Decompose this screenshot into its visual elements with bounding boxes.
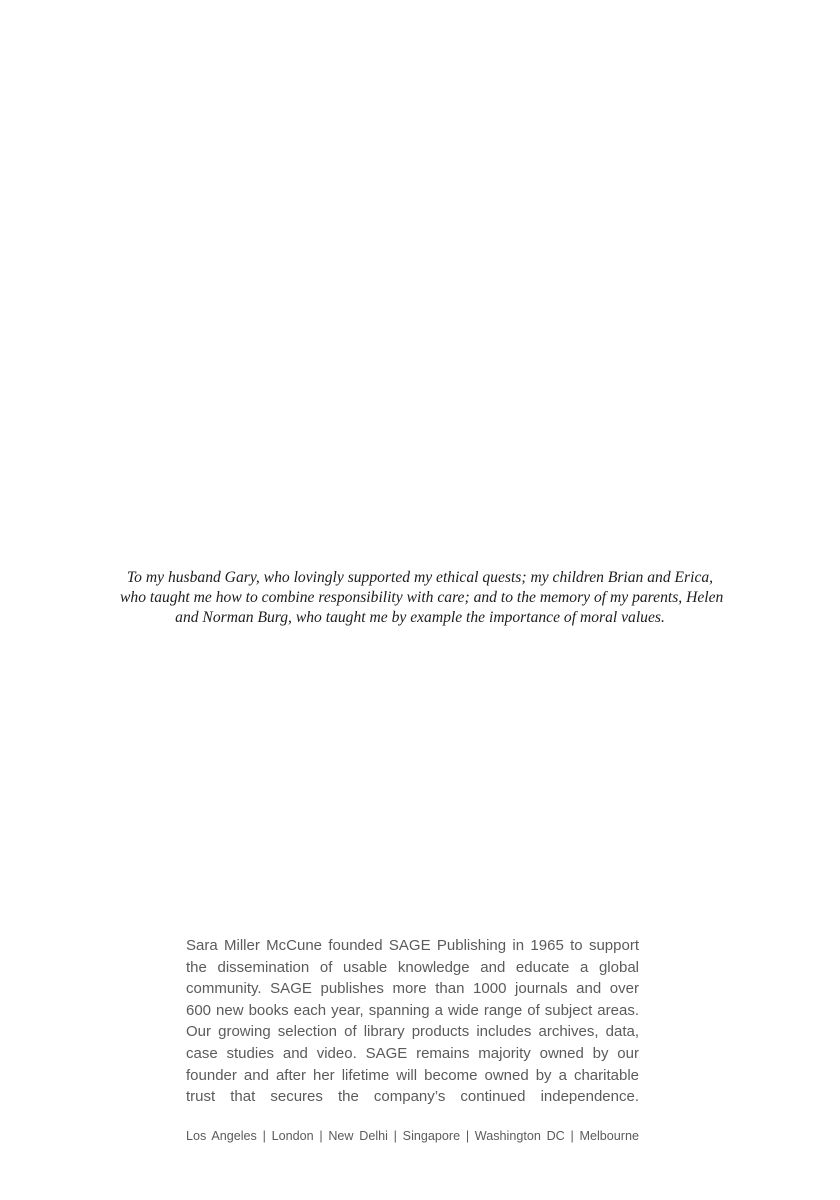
publisher-statement-line: case studies and video. SAGE remains majority owned by our [186,1044,639,1062]
dedication-line: To my husband Gary, who lovingly supported my ethical quests; my children Brian and Erica, [126,569,714,586]
dedication [120,568,724,628]
publisher-statement-line: Our growing selection of library products includes archives, data, [186,1023,639,1041]
publisher-statement-line: trust that secures the company’s continued independence. [186,1088,639,1106]
publisher-statement-line: founder and after her lifetime will become owned by a charitable [186,1066,639,1084]
dedication-line: and Norman Burg, who taught me by example the importance of moral values. [175,609,665,626]
publisher-statement-line: community. SAGE publishes more than 1000 journals and over [186,980,639,998]
publisher-statement-line: 600 new books each year, spanning a wide range of subject areas. [186,1001,639,1019]
publisher-statement-line: Sara Miller McCune founded SAGE Publishing in 1965 to support [186,937,639,954]
publisher-statement [186,935,639,1108]
publisher-statement-line: the dissemination of usable knowledge and educate a global [186,958,639,976]
office-locations: Los Angeles | London | New Delhi | Singapore | Washington DC | Melbourne [186,1129,639,1143]
dedication-line: who taught me how to combine responsibility with care; and to the memory of my parents, Helen [120,589,724,606]
